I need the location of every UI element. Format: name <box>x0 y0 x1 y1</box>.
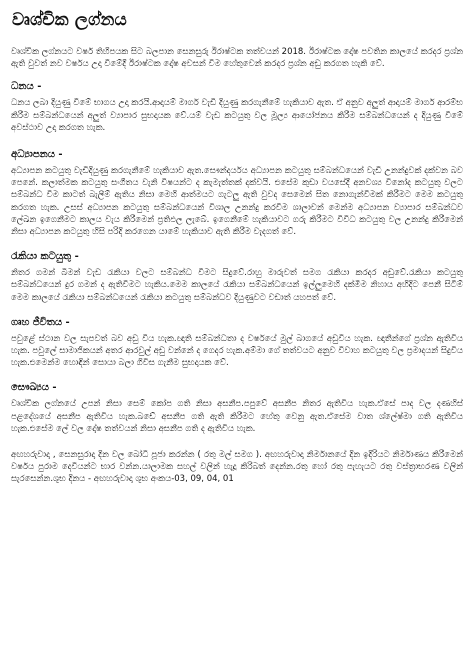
intro-paragraph: වෘශ්චික ලග්නයට වර්ෂ තිහිපයක සිට බලපාන සෙනසුරු ඊරාෂ්ටක තත්වයන් 2018. ඊරාෂ්ටක දෝෂ පවතින කාලයේ කරදර ප්‍රශ්න ඇති වුවත් නව වර්ෂය උදා වීමේදී ඊරාෂ්ටක දෝෂ අවසන් වීම හේතුවෙන් කරදර ප්‍රශ්න අඩු කරගත හැකි වේ. <box>11 47 463 70</box>
section-heading: ධනය - <box>11 81 42 93</box>
section-heading: අධ්‍යාපනය - <box>11 149 63 161</box>
section-text: අධ්‍යාපන කටයුතු වැඩිදියුණු කරගැනීමේ හැකියාව ඇත.සෞන්දර්යය අධ්‍යාපන කටයුතු සම්බන්ධයෙන් වැඩි උනන්දුවක් දක්වන බව පෙනේ. කලාත්මක කටයුතු සංගීතය වැනි විෂයන්ට ද කැමැත්තක් දක්වයි. එසේම කුඩා වයසේදී අනවශ්‍ය විනෝද කටයුතු වලට සම්බන්ධ වීම කාටත් බැලීම් ඇතිය නිසා මෙහි ආත්මයට ගැටලු ඇති වුවද සෙමෙන් සිත නොගැන්වීමක් කිරීමට මෙම කටයුතු කරගත හැක. උසස් අධ්‍යාපන කටයුතු සම්බන්ධයෙන් විශාල උනන්දු කරවීම ශාලාවන් මෙන්ම අධ්‍යාපන ව්‍යාපාර සම්බන්ධව ලේඛන ඉගෙනීමට කාලය වැය කිරීමෙන් ප්‍රතිඵල ලැබේ. ඉගෙනීමේ හැකියාවට ගරු කිරීමට විවිධ කටයුතු වල උනන්දු කිරීමෙන් නිසා අධ්‍යාපන කටයුතු හිසි පරිදි කරගෙන යාමේ හැකියාව ඇති කිරීම වැදගත් වේ. <box>11 166 463 238</box>
section-heading: සෞඛ්‍යය - <box>11 382 57 394</box>
section-text: නිතර ගමන් බිමන් වැඩ රැකියා වලට සම්බන්ධ වීමට සිදුවේ.රාහු මාරුවත් සමග රැකියා කරදර අඩුවේ.රැකියා කටයුතු සම්බන්ධයෙන් දුර ගමන් ද ඇතිවීමට හැකිය.මෙම කාලයේ රැකියා සම්බන්ධයෙන් ඉල්ලුමෙහි දක්මීම නිහාය අහිදිට පෙනී සිටීම් මෙම කාලයේ රැකියා සම්බන්ධයෙන් රැකියා කටයුතු සම්බන්ධව දියුණුවට වඩාත් යහපත් වේ. <box>11 268 463 303</box>
section-family-life <box>11 316 463 370</box>
section-text: ධනය ලබා දියුණු වීමේ භාගය උදා කරයි.ආදායම් මාර්ග වැඩි දියුණු කරගැනීමේ හැකියාව ඇත. ඒ අනුව අලුත් ආදායම් මාර්ග ආරම්භ කිරීම සම්බන්ධයෙන් අලුත් ව්‍යාපාර සුභදායක වේ.යම් වැඩ කටයුතු වල මූල්‍ය ආයෝජනය කිරීම සම්බන්ධයෙන් ද දියුණු වීමේ අවස්ථාව උදා කරගත හැක. <box>11 98 463 133</box>
page-title: වෘශ්චික ලග්නය <box>12 10 127 30</box>
section-text: පවුළේ ස්ථාන වල සැපවත් බව අඩු විය හැක.ඥාති සම්බන්ධතා ද වර්ෂයේ මුල් බාගයේ අඩුවිය හැක. ඥාතීන්ගේ ප්‍රශ්න ඇතිවිය හැක. පවුලේ සාමාජිකයන් අතර ආරවුල් අඩු වන්නේ ද ගෙදර හැක.අම්මා ගේ තත්වයට අනුව විවාහ කටයුතු වල ප්‍රමාදයන් සිදුවිය හැක.එමෙන්ම හොඳින් සොයා බලා ගිවිස ගැනීම සුභදායක වේ. <box>11 333 463 369</box>
section-heading: ගෘහ ජීවිතය - <box>11 316 70 328</box>
remedies-paragraph: අඟහරුවාදා , සෙනසුරාදා දින වල බෝධි පූජා කරන්න ( රතු මල් සමග ). අඟහරුවාදා නිර්මානයේ දින ඉදිරියට නිර්මාණය කිරීමෙන් වර්ෂය පුරාම දෙවියන්ට භාර වන්න.යාලාමක සහල් වලින් හැදූ කිරිබත් දෙන්න.රතු හෝ රතු පැහැයට රතු වස්ත්‍රාභරණ වලින් සැරසෙන්න.ශුභ දිනය - අඟහරුවාදා ශුභ අංකය-03, 09, 04, 01 <box>11 450 463 485</box>
section-health <box>11 381 463 435</box>
section-text: වෘශ්චික ලග්නයේ උපන් නිසා සෙම් කෝප ගති නිසා අසනීප.පපුවේ අසනීප නිතර ඇතිවිය හැක.ඒසේ පාද වල දණහිස් පළදේශයේ අසනීප ඇතිවිය හැක.බඩේ අසනීප ගති ඇති කිරීමට හේතු වෙනු ඇත.ඒසේම වාත ශ්ලේෂ්මා ගති ඇතිවිය හැක.එසේම ලේ වල දෝෂ තත්වයන් නිසා අසනීප ගති ද ඇතිවිය හැක. <box>11 399 463 434</box>
section-education <box>11 148 463 238</box>
section-wealth <box>11 80 463 134</box>
document-body <box>11 46 463 486</box>
section-heading: රැකියා කටයුතු - <box>11 251 79 263</box>
section-employment <box>11 250 463 304</box>
